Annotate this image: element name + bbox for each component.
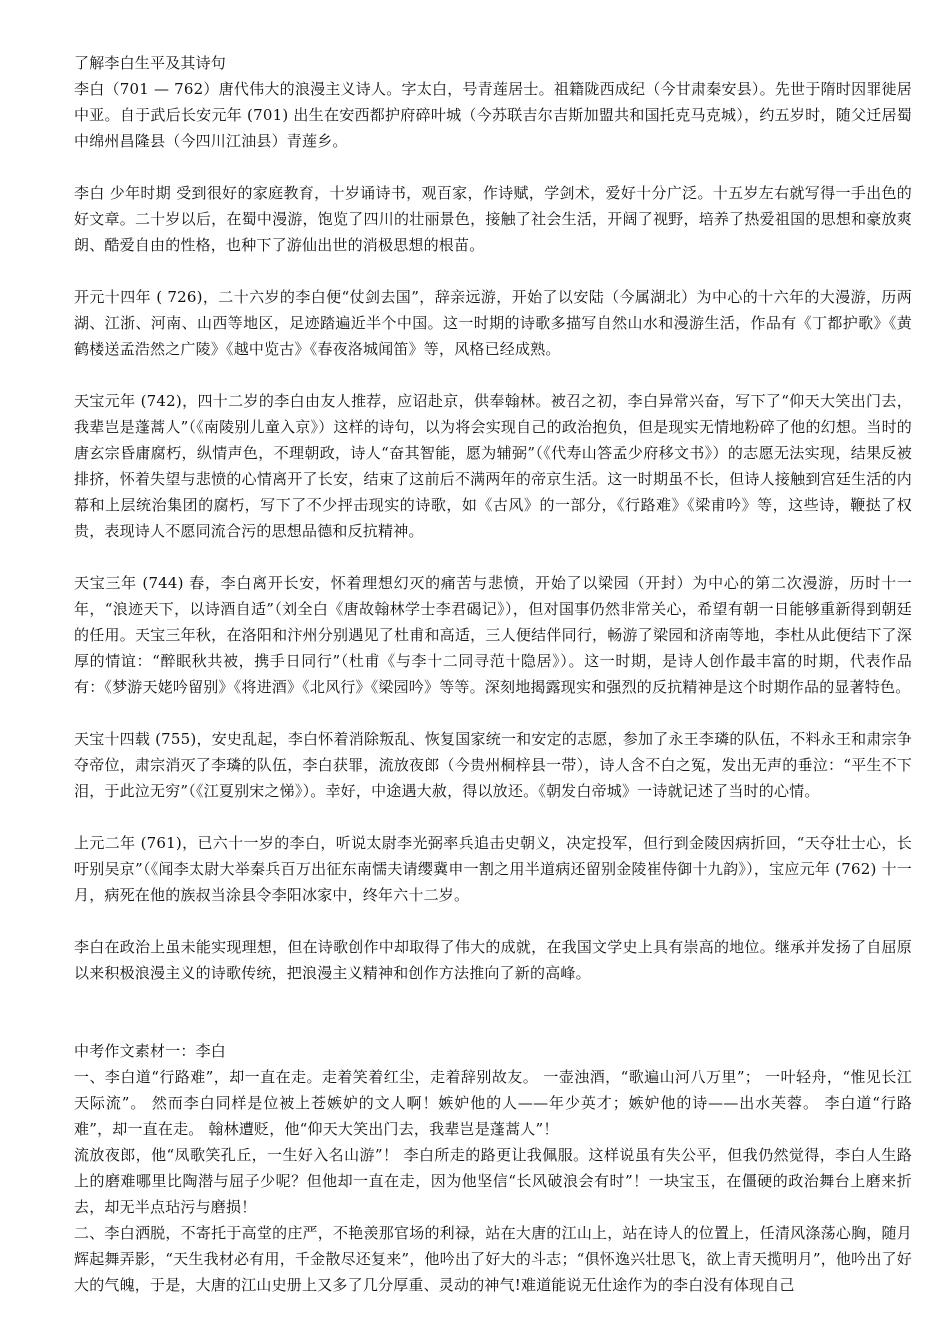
essay-section-two: 二、李白洒脱，不寄托于高堂的庄严，不艳羡那官场的利禄，站在大唐的江山上，站在诗人的位置上，任清风涤荡心胸，随月辉起舞弄影，“天生我材必有用，千金散尽还复来”，他吟出了好大的斗志；“俱怀逸兴壮思飞，欲上青天揽明月”，他吟出了好大的气魄，于是，大唐的江山史册上又多了几分厚重、灵动的神气!难道能说无仕途作为的李白没有体现自己 [74, 1224, 912, 1294]
paragraph-tianbao-first: 天宝元年 (742)，四十二岁的李白由友人推荐，应诏赴京，供奉翰林。被召之初，李白异常兴奋，写下了“仰天大笑出门去，我辈岂是蓬蒿人”（《南陵别儿童入京》）这样的诗句，以为将会实现自己的政治抱负，但是现实无情地粉碎了他的幻想。当时的唐玄宗昏庸腐朽，纵情声色，不理朝政，诗人“奋其智能，愿为辅弼”（《代寿山答孟少府移文书》）的志愿无法实现，结果反被排挤，怀着失望与悲愤的心情离开了长安，结束了这前后不满两年的帝京生活。这一时期虽不长，但诗人接触到宫廷生活的内幕和上层统治集团的腐朽，写下了不少抨击现实的诗歌，如《古风》的一部分，《行路难》《梁甫吟》等，这些诗，鞭挞了权贵，表现诗人不愿同流合污的思想品德和反抗精神。 [74, 392, 912, 540]
essay-section-one: 一、李白道“行路难”，却一直在走。走着笑着红尘，走着辞别故友。 一壶浊酒，“歌遍山河八万里”； 一叶轻舟，“惟见长江天际流”。 然而李白同样是位被上苍嫉妒的文人啊！嫉妒他的人——年少英才；嫉妒他的诗——出水芙蓉。 李白道“行路难”，却一直在走。 翰林遭贬，他“仰天大笑出门去，我辈岂是蓬蒿人”！ [74, 1068, 912, 1138]
paragraph-tianbao-fourteenth: 天宝十四载 (755)，安史乱起，李白怀着消除叛乱、恢复国家统一和安定的志愿，参加了永王李璘的队伍，不料永王和肃宗争夺帝位，肃宗消灭了李璘的队伍，李白获罪，流放夜郎（今贵州桐梓县一带），诗人含不白之冤，发出无声的垂泣：“平生不下泪，于此泣无穷”（《江夏别宋之悌》）。幸好，中途遇大赦，得以放还。《朝发白帝城》一诗就记述了当时的心情。 [74, 730, 912, 800]
paragraph-summary: 李白在政治上虽未能实现理想，但在诗歌创作中却取得了伟大的成就，在我国文学史上具有崇高的地位。继承并发扬了自屈原以来积极浪漫主义的诗歌传统，把浪漫主义精神和创作方法推向了新的高峰。 [74, 938, 912, 982]
document-page [74, 50, 912, 1298]
document-title: 了解李白生平及其诗句 [74, 54, 227, 72]
paragraph-kaiyuan: 开元十四年 ( 726)，二十六岁的李白便“仗剑去国”，辞亲远游，开始了以安陆（今属湖北）为中心的十六年的大漫游，历两湖、江浙、河南、山西等地区，足迹踏遍近半个中国。这一时期的诗歌多描写自然山水和漫游生活，作品有《丁都护歌》《黄鹤楼送孟浩然之广陵》《越中览古》《春夜洛城闻笛》等，风格已经成熟。 [74, 288, 912, 358]
essay-section-one-continued: 流放夜郎，他“凤歌笑孔丘，一生好入名山游”！ 李白所走的路更让我佩服。这样说虽有失公平，但我仍然觉得，李白人生路上的磨难哪里比陶潜与屈子少呢？但他却一直在走，因为他坚信“长风破浪会有时”！一块宝玉，在僵硬的政治舞台上磨来折去，却无半点玷污与磨损！ [74, 1146, 912, 1216]
paragraph-youth: 李白 少年时期 受到很好的家庭教育，十岁诵诗书，观百家，作诗赋，学剑术，爱好十分广泛。十五岁左右就写得一手出色的好文章。二十岁以后，在蜀中漫游，饱览了四川的壮丽景色，接触了社会生活，开阔了视野，培养了热爱祖国的思想和豪放爽朗、酷爱自由的性格，也种下了游仙出世的消极思想的根苗。 [74, 184, 912, 254]
paragraph-tianbao-third: 天宝三年 (744) 春，李白离开长安，怀着理想幻灭的痛苦与悲愤，开始了以梁园（开封）为中心的第二次漫游，历时十一年，“浪迹天下，以诗酒自适”（刘全白《唐故翰林学士李君碣记》），但对国事仍然非常关心，希望有朝一日能够重新得到朝廷的任用。天宝三年秋，在洛阳和汴州分别遇见了杜甫和高适，三人便结伴同行，畅游了梁园和济南等地，李杜从此便结下了深厚的情谊：“醉眠秋共被，携手日同行”（杜甫《与李十二同寻范十隐居》）。这一时期，是诗人创作最丰富的时期，代表作品有：《梦游天姥吟留别》《将进酒》《北风行》《梁园吟》等等。深刻地揭露现实和强烈的反抗精神是这个时期作品的显著特色。 [74, 574, 912, 696]
essay-heading: 中考作文素材一：李白 [74, 1042, 227, 1060]
section-spacer [74, 986, 912, 1038]
paragraph-intro: 李白（701 — 762）唐代伟大的浪漫主义诗人。字太白，号青莲居士。祖籍陇西成纪（今甘肃秦安县）。先世于隋时因罪徙居中亚。自于武后长安元年 (701) 出生在安西都护府碎叶城（今苏联吉尔吉斯加盟共和国托克马克城），约五岁时，随父迁居蜀中绵州昌隆县（今四川江油县）青莲乡。 [74, 80, 912, 150]
paragraph-shangyuan: 上元二年 (761)，已六十一岁的李白，听说太尉李光弼率兵追击史朝义，决定投军，但行到金陵因病折回，“天夺壮士心，长吁别吴京”（《闻李太尉大举秦兵百万出征东南懦夫请缨冀申一割之用半道病还留别金陵崔侍御十九韵》），宝应元年 (762) 十一月，病死在他的族叔当涂县令李阳冰家中，终年六十二岁。 [74, 834, 912, 904]
